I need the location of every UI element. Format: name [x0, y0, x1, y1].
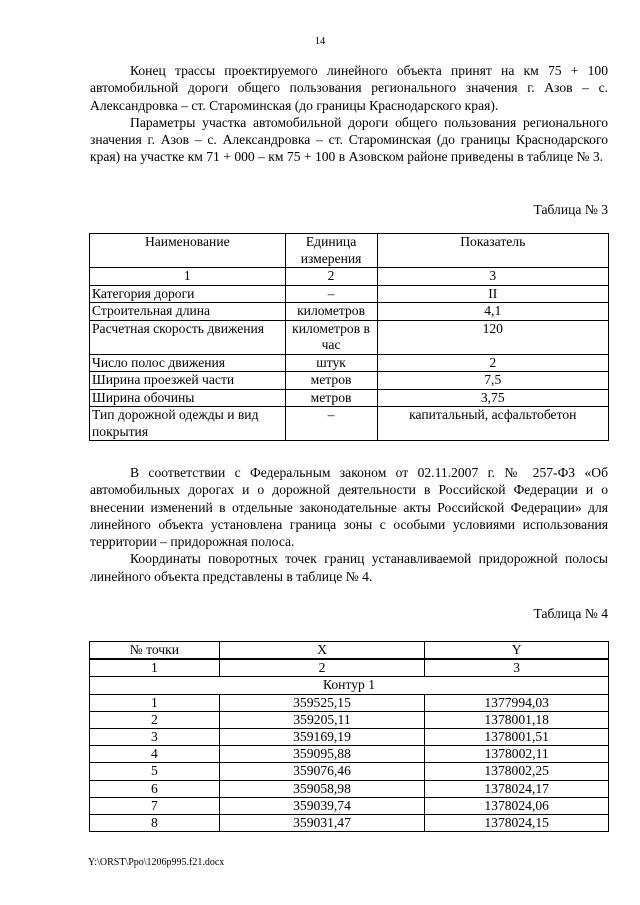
table-cell: 6	[90, 780, 220, 797]
table-cell: километров	[285, 303, 377, 321]
table-cell: 359205,11	[219, 711, 425, 728]
table3-header-name: Наименование	[90, 234, 286, 268]
table3-caption: Таблица № 3	[533, 202, 608, 217]
table-cell: 359039,74	[219, 797, 425, 814]
table-cell: Ширина обочины	[90, 389, 286, 407]
contour-label: Контур 1	[90, 677, 609, 694]
table-cell: Тип дорожной одежды и вид покрытия	[90, 407, 286, 441]
table-cell: 120	[377, 320, 608, 354]
table-cell: 1377994,03	[425, 694, 609, 711]
table-row	[90, 303, 609, 321]
table-row	[90, 372, 609, 390]
table-cell: 7,5	[377, 372, 608, 390]
table-cell: Ширина проезжей части	[90, 372, 286, 390]
table3-col-number: 3	[377, 268, 608, 286]
table-row	[90, 815, 609, 832]
table-cell: 2	[377, 354, 608, 372]
table-cell: 1378002,25	[425, 763, 609, 780]
table-4	[89, 641, 609, 832]
table4-group-row	[90, 677, 609, 694]
table-row	[90, 746, 609, 763]
table3-header-value: Показатель	[377, 234, 608, 268]
table-cell: 5	[90, 763, 220, 780]
table-row	[90, 389, 609, 407]
table-row	[90, 711, 609, 728]
table-cell: Строительная длина	[90, 303, 286, 321]
table-cell: Число полос движения	[90, 354, 286, 372]
table-cell: 8	[90, 815, 220, 832]
table-cell: Категория дороги	[90, 285, 286, 303]
table-row	[90, 780, 609, 797]
table4-header-y: Y	[425, 642, 609, 660]
table-cell: 1378024,15	[425, 815, 609, 832]
table-cell: –	[285, 407, 377, 441]
table4-col-number: 2	[219, 659, 425, 677]
table-cell: 1378024,17	[425, 780, 609, 797]
table-cell: 1	[90, 694, 220, 711]
file-path-footer: Y:\ORST\Ppo\1206p995.f21.docx	[88, 857, 225, 868]
text-block-top	[90, 62, 608, 166]
table-cell: 1378001,51	[425, 729, 609, 746]
table4-caption: Таблица № 4	[533, 606, 608, 621]
table-cell: 4,1	[377, 303, 608, 321]
paragraph-3: В соответствии с Федеральным законом от 02.11.2007 г. № 257-ФЗ «Об автомобильных дорогах и о дорожной деятельности в Российской Федерации и о внесении изменений в отдельные законодательные акты Российской Федерации» для линейного объекта установлена граница зоны с особыми условиями использования территории – придорожная полоса.	[90, 465, 608, 550]
table-cell: 359076,46	[219, 763, 425, 780]
table-3	[89, 233, 609, 441]
table-row	[90, 763, 609, 780]
table4-header-point: № точки	[90, 642, 220, 660]
table3-col-number: 1	[90, 268, 286, 286]
table-row	[90, 797, 609, 814]
table-cell: 359095,88	[219, 746, 425, 763]
table-cell: 359525,15	[219, 694, 425, 711]
table-cell: 1378001,18	[425, 711, 609, 728]
table-cell: Расчетная скорость движения	[90, 320, 286, 354]
paragraph-1: Конец трассы проектируемого линейного объекта принят на км 75 + 100 автомобильной дороги общего пользования регионального значения г. Азов – с. Александровка – ст. Староминская (до границы Краснодарского края).	[90, 63, 608, 113]
table-cell: 3,75	[377, 389, 608, 407]
table-cell: капитальный, асфальтобетон	[377, 407, 608, 441]
table3-header-unit: Единица измерения	[285, 234, 377, 268]
table-cell: 359058,98	[219, 780, 425, 797]
table-cell: штук	[285, 354, 377, 372]
table-cell: километров в час	[285, 320, 377, 354]
table-cell: метров	[285, 372, 377, 390]
table-row	[90, 407, 609, 441]
table4-col-number: 1	[90, 659, 220, 677]
table-cell: 7	[90, 797, 220, 814]
table-row	[90, 320, 609, 354]
table3-header-row	[90, 234, 609, 268]
table-cell: 1378024,06	[425, 797, 609, 814]
table-row	[90, 354, 609, 372]
table4-header-row	[90, 642, 609, 660]
table3-number-row	[90, 268, 609, 286]
table-row	[90, 285, 609, 303]
paragraph-4: Координаты поворотных точек границ устанавливаемой придорожной полосы линейного объекта представлены в таблице № 4.	[90, 551, 608, 584]
paragraph-2: Параметры участка автомобильной дороги общего пользования регионального значения г. Азов – с. Александровка – ст. Староминская (до границы Краснодарского края) на участке км 71 + 000 – км 75 + 100 в Азовском районе приведены в таблице № 3.	[90, 114, 608, 165]
table-cell: метров	[285, 389, 377, 407]
table-cell: 2	[90, 711, 220, 728]
text-block-middle	[90, 464, 608, 585]
page-number: 14	[314, 36, 326, 47]
table3-col-number: 2	[285, 268, 377, 286]
table-cell: 1378002,11	[425, 746, 609, 763]
table-cell: 3	[90, 729, 220, 746]
table-cell: 4	[90, 746, 220, 763]
table-cell: 359031,47	[219, 815, 425, 832]
table-row	[90, 694, 609, 711]
table4-header-x: X	[219, 642, 425, 660]
table-cell: 359169,19	[219, 729, 425, 746]
table-cell: –	[285, 285, 377, 303]
table4-number-row	[90, 659, 609, 677]
table4-col-number: 3	[425, 659, 609, 677]
table-row	[90, 729, 609, 746]
table-cell: II	[377, 285, 608, 303]
